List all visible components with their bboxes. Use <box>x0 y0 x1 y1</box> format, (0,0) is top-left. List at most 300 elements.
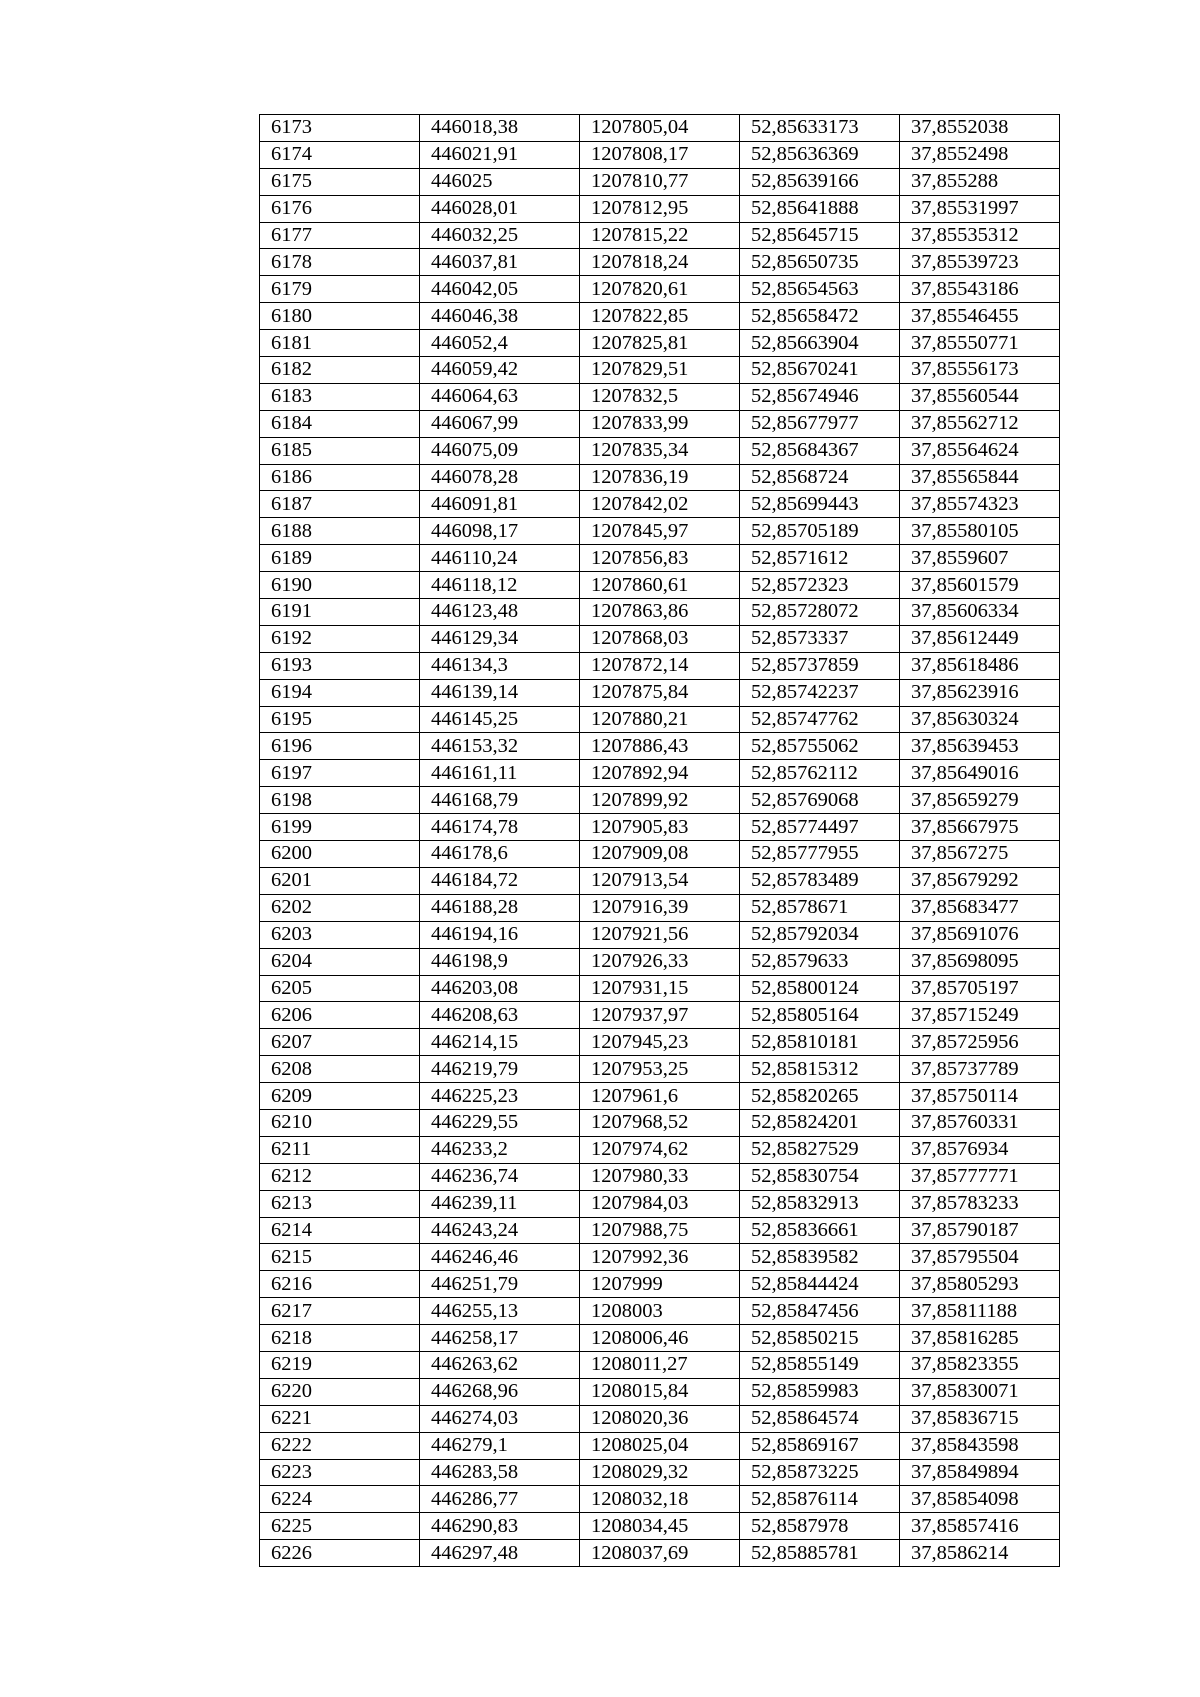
table-row <box>260 1244 1060 1271</box>
y-coordinate-cell: 1208032,18 <box>580 1486 740 1513</box>
latitude-cell: 52,8573337 <box>740 625 900 652</box>
longitude-cell: 37,85705197 <box>900 975 1060 1002</box>
x-coordinate-cell: 446037,81 <box>420 249 580 276</box>
x-coordinate-cell: 446098,17 <box>420 518 580 545</box>
longitude-cell: 37,85649016 <box>900 760 1060 787</box>
table-row <box>260 1271 1060 1298</box>
y-coordinate-cell: 1207937,97 <box>580 1002 740 1029</box>
table-row <box>260 1163 1060 1190</box>
table-row <box>260 1190 1060 1217</box>
x-coordinate-cell: 446184,72 <box>420 867 580 894</box>
latitude-cell: 52,85737859 <box>740 652 900 679</box>
longitude-cell: 37,85698095 <box>900 948 1060 975</box>
point-number-cell: 6188 <box>260 518 420 545</box>
table-row <box>260 518 1060 545</box>
table-row <box>260 787 1060 814</box>
y-coordinate-cell: 1207909,08 <box>580 841 740 868</box>
y-coordinate-cell: 1207886,43 <box>580 733 740 760</box>
point-number-cell: 6189 <box>260 545 420 572</box>
longitude-cell: 37,8559607 <box>900 545 1060 572</box>
point-number-cell: 6191 <box>260 599 420 626</box>
point-number-cell: 6190 <box>260 572 420 599</box>
longitude-cell: 37,85564624 <box>900 437 1060 464</box>
point-number-cell: 6202 <box>260 894 420 921</box>
point-number-cell: 6199 <box>260 814 420 841</box>
point-number-cell: 6195 <box>260 706 420 733</box>
x-coordinate-cell: 446229,55 <box>420 1109 580 1136</box>
longitude-cell: 37,85546455 <box>900 303 1060 330</box>
longitude-cell: 37,85574323 <box>900 491 1060 518</box>
longitude-cell: 37,8552038 <box>900 115 1060 142</box>
y-coordinate-cell: 1207810,77 <box>580 168 740 195</box>
y-coordinate-cell: 1207875,84 <box>580 679 740 706</box>
point-number-cell: 6176 <box>260 195 420 222</box>
latitude-cell: 52,85639166 <box>740 168 900 195</box>
longitude-cell: 37,85612449 <box>900 625 1060 652</box>
longitude-cell: 37,85601579 <box>900 572 1060 599</box>
x-coordinate-cell: 446052,4 <box>420 330 580 357</box>
y-coordinate-cell: 1207961,6 <box>580 1083 740 1110</box>
longitude-cell: 37,85805293 <box>900 1271 1060 1298</box>
longitude-cell: 37,85539723 <box>900 249 1060 276</box>
coordinates-table-body <box>260 115 1060 1567</box>
point-number-cell: 6182 <box>260 357 420 384</box>
longitude-cell: 37,85790187 <box>900 1217 1060 1244</box>
latitude-cell: 52,85755062 <box>740 733 900 760</box>
x-coordinate-cell: 446018,38 <box>420 115 580 142</box>
latitude-cell: 52,85658472 <box>740 303 900 330</box>
x-coordinate-cell: 446075,09 <box>420 437 580 464</box>
x-coordinate-cell: 446025 <box>420 168 580 195</box>
x-coordinate-cell: 446255,13 <box>420 1298 580 1325</box>
longitude-cell: 37,85760331 <box>900 1109 1060 1136</box>
x-coordinate-cell: 446279,1 <box>420 1432 580 1459</box>
longitude-cell: 37,85535312 <box>900 222 1060 249</box>
latitude-cell: 52,85677977 <box>740 410 900 437</box>
point-number-cell: 6196 <box>260 733 420 760</box>
table-row <box>260 410 1060 437</box>
latitude-cell: 52,85728072 <box>740 599 900 626</box>
x-coordinate-cell: 446239,11 <box>420 1190 580 1217</box>
y-coordinate-cell: 1207812,95 <box>580 195 740 222</box>
y-coordinate-cell: 1207836,19 <box>580 464 740 491</box>
table-row <box>260 841 1060 868</box>
latitude-cell: 52,85805164 <box>740 1002 900 1029</box>
table-row <box>260 599 1060 626</box>
longitude-cell: 37,85795504 <box>900 1244 1060 1271</box>
point-number-cell: 6210 <box>260 1109 420 1136</box>
x-coordinate-cell: 446145,25 <box>420 706 580 733</box>
x-coordinate-cell: 446161,11 <box>420 760 580 787</box>
latitude-cell: 52,85859983 <box>740 1378 900 1405</box>
latitude-cell: 52,85830754 <box>740 1163 900 1190</box>
y-coordinate-cell: 1207921,56 <box>580 921 740 948</box>
longitude-cell: 37,85830071 <box>900 1378 1060 1405</box>
x-coordinate-cell: 446198,9 <box>420 948 580 975</box>
latitude-cell: 52,85670241 <box>740 357 900 384</box>
latitude-cell: 52,85855149 <box>740 1351 900 1378</box>
x-coordinate-cell: 446290,83 <box>420 1513 580 1540</box>
point-number-cell: 6203 <box>260 921 420 948</box>
table-row <box>260 1351 1060 1378</box>
point-number-cell: 6218 <box>260 1325 420 1352</box>
y-coordinate-cell: 1207872,14 <box>580 652 740 679</box>
table-row <box>260 1325 1060 1352</box>
point-number-cell: 6204 <box>260 948 420 975</box>
latitude-cell: 52,85839582 <box>740 1244 900 1271</box>
latitude-cell: 52,85633173 <box>740 115 900 142</box>
latitude-cell: 52,85636369 <box>740 141 900 168</box>
latitude-cell: 52,85654563 <box>740 276 900 303</box>
x-coordinate-cell: 446188,28 <box>420 894 580 921</box>
table-row <box>260 1432 1060 1459</box>
y-coordinate-cell: 1207820,61 <box>580 276 740 303</box>
table-row <box>260 1298 1060 1325</box>
x-coordinate-cell: 446064,63 <box>420 383 580 410</box>
latitude-cell: 52,8571612 <box>740 545 900 572</box>
longitude-cell: 37,85750114 <box>900 1083 1060 1110</box>
x-coordinate-cell: 446174,78 <box>420 814 580 841</box>
table-row <box>260 276 1060 303</box>
y-coordinate-cell: 1207818,24 <box>580 249 740 276</box>
table-row <box>260 330 1060 357</box>
x-coordinate-cell: 446194,16 <box>420 921 580 948</box>
table-row <box>260 733 1060 760</box>
y-coordinate-cell: 1207953,25 <box>580 1056 740 1083</box>
point-number-cell: 6174 <box>260 141 420 168</box>
latitude-cell: 52,85742237 <box>740 679 900 706</box>
latitude-cell: 52,85762112 <box>740 760 900 787</box>
point-number-cell: 6222 <box>260 1432 420 1459</box>
y-coordinate-cell: 1208037,69 <box>580 1540 740 1567</box>
latitude-cell: 52,85641888 <box>740 195 900 222</box>
table-row <box>260 115 1060 142</box>
y-coordinate-cell: 1208020,36 <box>580 1405 740 1432</box>
table-row <box>260 545 1060 572</box>
y-coordinate-cell: 1207842,02 <box>580 491 740 518</box>
y-coordinate-cell: 1207805,04 <box>580 115 740 142</box>
table-row <box>260 437 1060 464</box>
table-row <box>260 222 1060 249</box>
table-row <box>260 652 1060 679</box>
x-coordinate-cell: 446258,17 <box>420 1325 580 1352</box>
longitude-cell: 37,85531997 <box>900 195 1060 222</box>
latitude-cell: 52,85774497 <box>740 814 900 841</box>
point-number-cell: 6221 <box>260 1405 420 1432</box>
latitude-cell: 52,85847456 <box>740 1298 900 1325</box>
y-coordinate-cell: 1207832,5 <box>580 383 740 410</box>
table-row <box>260 1217 1060 1244</box>
latitude-cell: 52,85650735 <box>740 249 900 276</box>
table-row <box>260 1513 1060 1540</box>
x-coordinate-cell: 446283,58 <box>420 1459 580 1486</box>
y-coordinate-cell: 1207829,51 <box>580 357 740 384</box>
y-coordinate-cell: 1207984,03 <box>580 1190 740 1217</box>
longitude-cell: 37,8552498 <box>900 141 1060 168</box>
longitude-cell: 37,85550771 <box>900 330 1060 357</box>
x-coordinate-cell: 446118,12 <box>420 572 580 599</box>
latitude-cell: 52,85684367 <box>740 437 900 464</box>
latitude-cell: 52,85850215 <box>740 1325 900 1352</box>
latitude-cell: 52,85844424 <box>740 1271 900 1298</box>
table-row <box>260 706 1060 733</box>
x-coordinate-cell: 446110,24 <box>420 545 580 572</box>
point-number-cell: 6214 <box>260 1217 420 1244</box>
longitude-cell: 37,85843598 <box>900 1432 1060 1459</box>
x-coordinate-cell: 446236,74 <box>420 1163 580 1190</box>
longitude-cell: 37,85556173 <box>900 357 1060 384</box>
x-coordinate-cell: 446123,48 <box>420 599 580 626</box>
x-coordinate-cell: 446203,08 <box>420 975 580 1002</box>
latitude-cell: 52,85836661 <box>740 1217 900 1244</box>
point-number-cell: 6219 <box>260 1351 420 1378</box>
table-row <box>260 195 1060 222</box>
longitude-cell: 37,8576934 <box>900 1136 1060 1163</box>
latitude-cell: 52,85705189 <box>740 518 900 545</box>
point-number-cell: 6207 <box>260 1029 420 1056</box>
point-number-cell: 6173 <box>260 115 420 142</box>
table-row <box>260 1083 1060 1110</box>
longitude-cell: 37,85737789 <box>900 1056 1060 1083</box>
table-row <box>260 760 1060 787</box>
table-row <box>260 572 1060 599</box>
x-coordinate-cell: 446251,79 <box>420 1271 580 1298</box>
latitude-cell: 52,85827529 <box>740 1136 900 1163</box>
y-coordinate-cell: 1207926,33 <box>580 948 740 975</box>
y-coordinate-cell: 1207880,21 <box>580 706 740 733</box>
point-number-cell: 6226 <box>260 1540 420 1567</box>
longitude-cell: 37,855288 <box>900 168 1060 195</box>
latitude-cell: 52,85864574 <box>740 1405 900 1432</box>
latitude-cell: 52,85885781 <box>740 1540 900 1567</box>
y-coordinate-cell: 1207860,61 <box>580 572 740 599</box>
coordinates-table <box>259 114 1060 1567</box>
point-number-cell: 6212 <box>260 1163 420 1190</box>
x-coordinate-cell: 446139,14 <box>420 679 580 706</box>
latitude-cell: 52,85820265 <box>740 1083 900 1110</box>
table-row <box>260 1459 1060 1486</box>
table-row <box>260 1378 1060 1405</box>
table-row <box>260 679 1060 706</box>
longitude-cell: 37,85811188 <box>900 1298 1060 1325</box>
latitude-cell: 52,85869167 <box>740 1432 900 1459</box>
point-number-cell: 6206 <box>260 1002 420 1029</box>
table-row <box>260 357 1060 384</box>
point-number-cell: 6213 <box>260 1190 420 1217</box>
x-coordinate-cell: 446042,05 <box>420 276 580 303</box>
point-number-cell: 6186 <box>260 464 420 491</box>
point-number-cell: 6208 <box>260 1056 420 1083</box>
x-coordinate-cell: 446032,25 <box>420 222 580 249</box>
table-row <box>260 921 1060 948</box>
x-coordinate-cell: 446286,77 <box>420 1486 580 1513</box>
latitude-cell: 52,85810181 <box>740 1029 900 1056</box>
x-coordinate-cell: 446028,01 <box>420 195 580 222</box>
point-number-cell: 6193 <box>260 652 420 679</box>
longitude-cell: 37,8586214 <box>900 1540 1060 1567</box>
table-row <box>260 1405 1060 1432</box>
longitude-cell: 37,85580105 <box>900 518 1060 545</box>
longitude-cell: 37,85854098 <box>900 1486 1060 1513</box>
table-row <box>260 464 1060 491</box>
point-number-cell: 6200 <box>260 841 420 868</box>
longitude-cell: 37,85683477 <box>900 894 1060 921</box>
x-coordinate-cell: 446178,6 <box>420 841 580 868</box>
x-coordinate-cell: 446246,46 <box>420 1244 580 1271</box>
y-coordinate-cell: 1207845,97 <box>580 518 740 545</box>
longitude-cell: 37,85667975 <box>900 814 1060 841</box>
point-number-cell: 6216 <box>260 1271 420 1298</box>
x-coordinate-cell: 446263,62 <box>420 1351 580 1378</box>
x-coordinate-cell: 446208,63 <box>420 1002 580 1029</box>
table-row <box>260 1002 1060 1029</box>
point-number-cell: 6215 <box>260 1244 420 1271</box>
y-coordinate-cell: 1207931,15 <box>580 975 740 1002</box>
longitude-cell: 37,85562712 <box>900 410 1060 437</box>
y-coordinate-cell: 1207988,75 <box>580 1217 740 1244</box>
longitude-cell: 37,85725956 <box>900 1029 1060 1056</box>
point-number-cell: 6184 <box>260 410 420 437</box>
table-row <box>260 1486 1060 1513</box>
point-number-cell: 6220 <box>260 1378 420 1405</box>
longitude-cell: 37,85777771 <box>900 1163 1060 1190</box>
y-coordinate-cell: 1207899,92 <box>580 787 740 814</box>
y-coordinate-cell: 1207916,39 <box>580 894 740 921</box>
y-coordinate-cell: 1207968,52 <box>580 1109 740 1136</box>
y-coordinate-cell: 1207835,34 <box>580 437 740 464</box>
longitude-cell: 37,85836715 <box>900 1405 1060 1432</box>
point-number-cell: 6224 <box>260 1486 420 1513</box>
x-coordinate-cell: 446214,15 <box>420 1029 580 1056</box>
y-coordinate-cell: 1208034,45 <box>580 1513 740 1540</box>
table-row <box>260 814 1060 841</box>
latitude-cell: 52,85783489 <box>740 867 900 894</box>
x-coordinate-cell: 446067,99 <box>420 410 580 437</box>
table-row <box>260 491 1060 518</box>
table-row <box>260 1109 1060 1136</box>
y-coordinate-cell: 1208029,32 <box>580 1459 740 1486</box>
y-coordinate-cell: 1207980,33 <box>580 1163 740 1190</box>
latitude-cell: 52,85674946 <box>740 383 900 410</box>
y-coordinate-cell: 1207815,22 <box>580 222 740 249</box>
table-row <box>260 1136 1060 1163</box>
point-number-cell: 6225 <box>260 1513 420 1540</box>
y-coordinate-cell: 1207868,03 <box>580 625 740 652</box>
y-coordinate-cell: 1208025,04 <box>580 1432 740 1459</box>
table-row <box>260 383 1060 410</box>
latitude-cell: 52,85824201 <box>740 1109 900 1136</box>
point-number-cell: 6175 <box>260 168 420 195</box>
y-coordinate-cell: 1207913,54 <box>580 867 740 894</box>
longitude-cell: 37,85816285 <box>900 1325 1060 1352</box>
longitude-cell: 37,85618486 <box>900 652 1060 679</box>
longitude-cell: 37,85543186 <box>900 276 1060 303</box>
y-coordinate-cell: 1208015,84 <box>580 1378 740 1405</box>
longitude-cell: 37,85679292 <box>900 867 1060 894</box>
x-coordinate-cell: 446274,03 <box>420 1405 580 1432</box>
point-number-cell: 6211 <box>260 1136 420 1163</box>
y-coordinate-cell: 1207856,83 <box>580 545 740 572</box>
x-coordinate-cell: 446225,23 <box>420 1083 580 1110</box>
y-coordinate-cell: 1207905,83 <box>580 814 740 841</box>
latitude-cell: 52,85699443 <box>740 491 900 518</box>
y-coordinate-cell: 1207863,86 <box>580 599 740 626</box>
latitude-cell: 52,85800124 <box>740 975 900 1002</box>
table-row <box>260 1029 1060 1056</box>
longitude-cell: 37,85639453 <box>900 733 1060 760</box>
table-row <box>260 303 1060 330</box>
point-number-cell: 6223 <box>260 1459 420 1486</box>
point-number-cell: 6192 <box>260 625 420 652</box>
table-row <box>260 948 1060 975</box>
table-row <box>260 975 1060 1002</box>
table-row <box>260 1540 1060 1567</box>
point-number-cell: 6209 <box>260 1083 420 1110</box>
y-coordinate-cell: 1208011,27 <box>580 1351 740 1378</box>
longitude-cell: 37,85849894 <box>900 1459 1060 1486</box>
latitude-cell: 52,8579633 <box>740 948 900 975</box>
point-number-cell: 6178 <box>260 249 420 276</box>
longitude-cell: 37,85565844 <box>900 464 1060 491</box>
y-coordinate-cell: 1207974,62 <box>580 1136 740 1163</box>
latitude-cell: 52,85645715 <box>740 222 900 249</box>
latitude-cell: 52,8578671 <box>740 894 900 921</box>
x-coordinate-cell: 446243,24 <box>420 1217 580 1244</box>
latitude-cell: 52,8568724 <box>740 464 900 491</box>
latitude-cell: 52,85747762 <box>740 706 900 733</box>
longitude-cell: 37,85623916 <box>900 679 1060 706</box>
x-coordinate-cell: 446134,3 <box>420 652 580 679</box>
latitude-cell: 52,85777955 <box>740 841 900 868</box>
x-coordinate-cell: 446021,91 <box>420 141 580 168</box>
x-coordinate-cell: 446153,32 <box>420 733 580 760</box>
longitude-cell: 37,85823355 <box>900 1351 1060 1378</box>
point-number-cell: 6205 <box>260 975 420 1002</box>
x-coordinate-cell: 446078,28 <box>420 464 580 491</box>
point-number-cell: 6187 <box>260 491 420 518</box>
y-coordinate-cell: 1207999 <box>580 1271 740 1298</box>
point-number-cell: 6185 <box>260 437 420 464</box>
latitude-cell: 52,85832913 <box>740 1190 900 1217</box>
y-coordinate-cell: 1207833,99 <box>580 410 740 437</box>
y-coordinate-cell: 1208003 <box>580 1298 740 1325</box>
table-row <box>260 867 1060 894</box>
longitude-cell: 37,85691076 <box>900 921 1060 948</box>
x-coordinate-cell: 446268,96 <box>420 1378 580 1405</box>
point-number-cell: 6183 <box>260 383 420 410</box>
latitude-cell: 52,85663904 <box>740 330 900 357</box>
latitude-cell: 52,8572323 <box>740 572 900 599</box>
y-coordinate-cell: 1207992,36 <box>580 1244 740 1271</box>
y-coordinate-cell: 1208006,46 <box>580 1325 740 1352</box>
point-number-cell: 6197 <box>260 760 420 787</box>
table-row <box>260 168 1060 195</box>
table-row <box>260 894 1060 921</box>
x-coordinate-cell: 446168,79 <box>420 787 580 814</box>
x-coordinate-cell: 446233,2 <box>420 1136 580 1163</box>
x-coordinate-cell: 446129,34 <box>420 625 580 652</box>
table-row <box>260 625 1060 652</box>
x-coordinate-cell: 446091,81 <box>420 491 580 518</box>
table-row <box>260 141 1060 168</box>
x-coordinate-cell: 446059,42 <box>420 357 580 384</box>
x-coordinate-cell: 446219,79 <box>420 1056 580 1083</box>
longitude-cell: 37,85630324 <box>900 706 1060 733</box>
latitude-cell: 52,85876114 <box>740 1486 900 1513</box>
longitude-cell: 37,85606334 <box>900 599 1060 626</box>
y-coordinate-cell: 1207822,85 <box>580 303 740 330</box>
x-coordinate-cell: 446297,48 <box>420 1540 580 1567</box>
